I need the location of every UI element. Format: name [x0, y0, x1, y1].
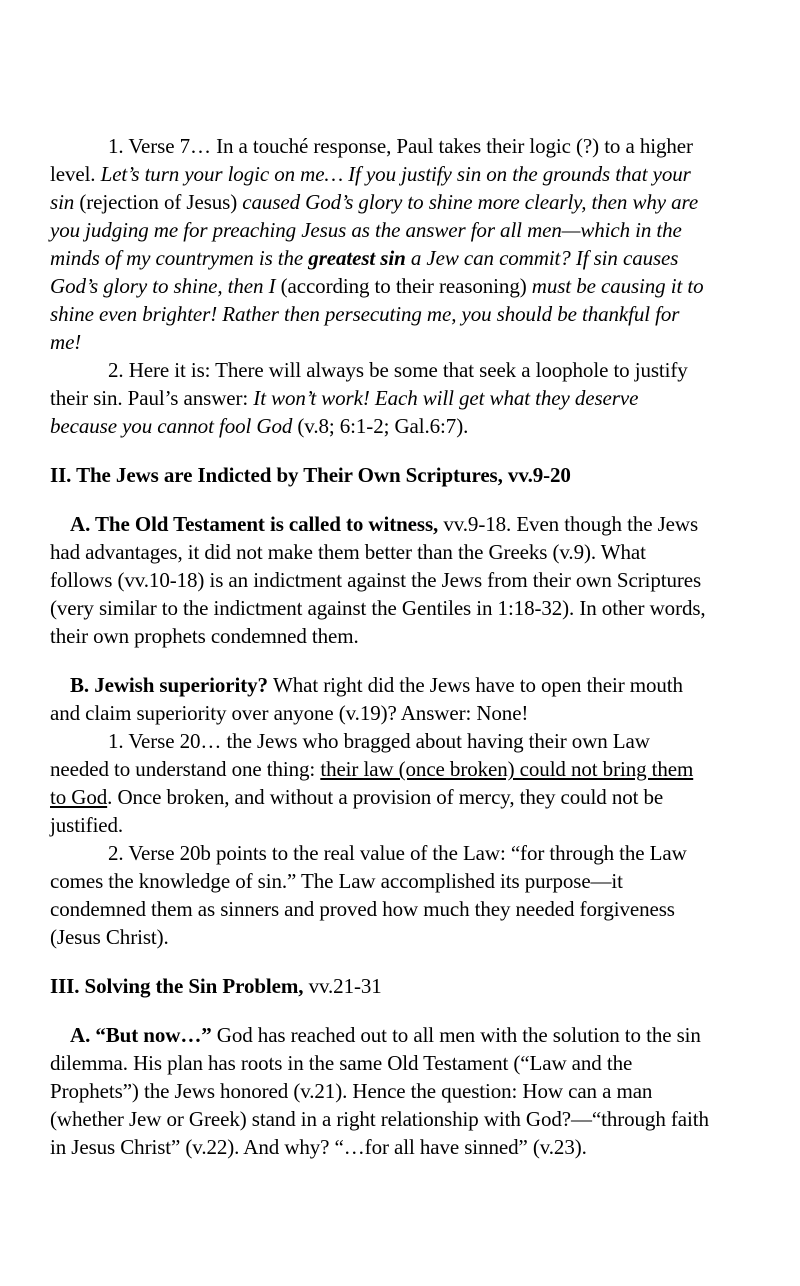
text-run: a Jew can commit? If sin causes God’s glory to shine, then I	[50, 246, 679, 298]
heading-text: III. Solving the Sin Problem,	[50, 974, 309, 998]
section-heading-iii	[50, 972, 710, 1000]
section-heading-ii	[50, 461, 710, 489]
text-run: must be causing it to shine even brighter! Rather then persecuting me, you should be thankful for me!	[50, 274, 704, 354]
text-run: What right did the Jews have to open their mouth and claim superiority over anyone (v.19)? Answer: None!	[50, 673, 683, 725]
text-run: . Once broken, and without a provision of mercy, they could not be justified.	[50, 785, 664, 837]
text-run: A. The Old Testament is called to witness,	[70, 512, 444, 536]
heading-verse-range: vv.21-31	[308, 974, 382, 998]
heading-text: II. The Jews are Indicted by Their Own Scriptures, vv.9-20	[50, 463, 571, 487]
text-run: It won’t work! Each will get what they deserve because you cannot fool God	[50, 386, 639, 438]
paragraph-verse20	[50, 727, 710, 839]
text-run: vv.9-18. Even though the Jews had advantages, it did not make them better than the Greeks (v.9). What follows (vv.10-18) is an indictment against the Jews from their own Scriptures (very similar to the indictment against the Gentiles in 1:18-32). In other words, their own prophets condemned them.	[50, 512, 706, 648]
paragraph-verse20b	[50, 839, 710, 951]
paragraph-here-it-is	[50, 356, 710, 440]
text-run: God has reached out to all men with the solution to the sin dilemma. His plan has roots in the same Old Testament (“Law and the Prophets”) the Jews honored (v.21). Hence the question: How can a man (whether Jew or Greek) stand in a right relationship with God?—“through faith in Jesus Christ” (v.22). And why? “…for all have sinned” (v.23).	[50, 1023, 709, 1159]
text-run: 2. Verse 20b points to the real value of the Law: “for through the Law comes the knowledge of sin.” The Law accomplished its purpose—it condemned them as sinners and proved how much they needed forgiveness (Jesus Christ).	[50, 841, 687, 949]
paragraph-old-testament-witness	[50, 510, 710, 650]
text-run: greatest sin	[308, 246, 411, 270]
text-run: 1. Verse 20… the Jews who bragged about having their own Law needed to understand one thing:	[50, 729, 650, 781]
text-run: A. “But now…”	[70, 1023, 217, 1047]
text-run: 1. Verse 7… In a touché response, Paul takes their logic (?) to a higher level.	[50, 134, 693, 186]
text-run: (rejection of Jesus)	[79, 190, 243, 214]
text-run: (according to their reasoning)	[280, 274, 532, 298]
underlined-text-run: their law (once broken) could not bring them to God	[50, 757, 694, 809]
paragraph-but-now	[50, 1021, 710, 1161]
text-run: B. Jewish superiority?	[70, 673, 274, 697]
text-run: 2. Here it is: There will always be some that seek a loophole to justify their sin. Paul’s answer:	[50, 358, 688, 410]
text-run: caused God’s glory to shine more clearly, then why are you judging me for preaching Jesus as the answer for all men—which in the minds of my countrymen is the	[50, 190, 699, 270]
paragraph-verse7	[50, 132, 710, 356]
text-run: (v.8; 6:1-2; Gal.6:7).	[297, 414, 469, 438]
text-run: Let’s turn your logic on me… If you justify sin on the grounds that your sin	[50, 162, 691, 214]
paragraph-jewish-superiority	[50, 671, 710, 727]
